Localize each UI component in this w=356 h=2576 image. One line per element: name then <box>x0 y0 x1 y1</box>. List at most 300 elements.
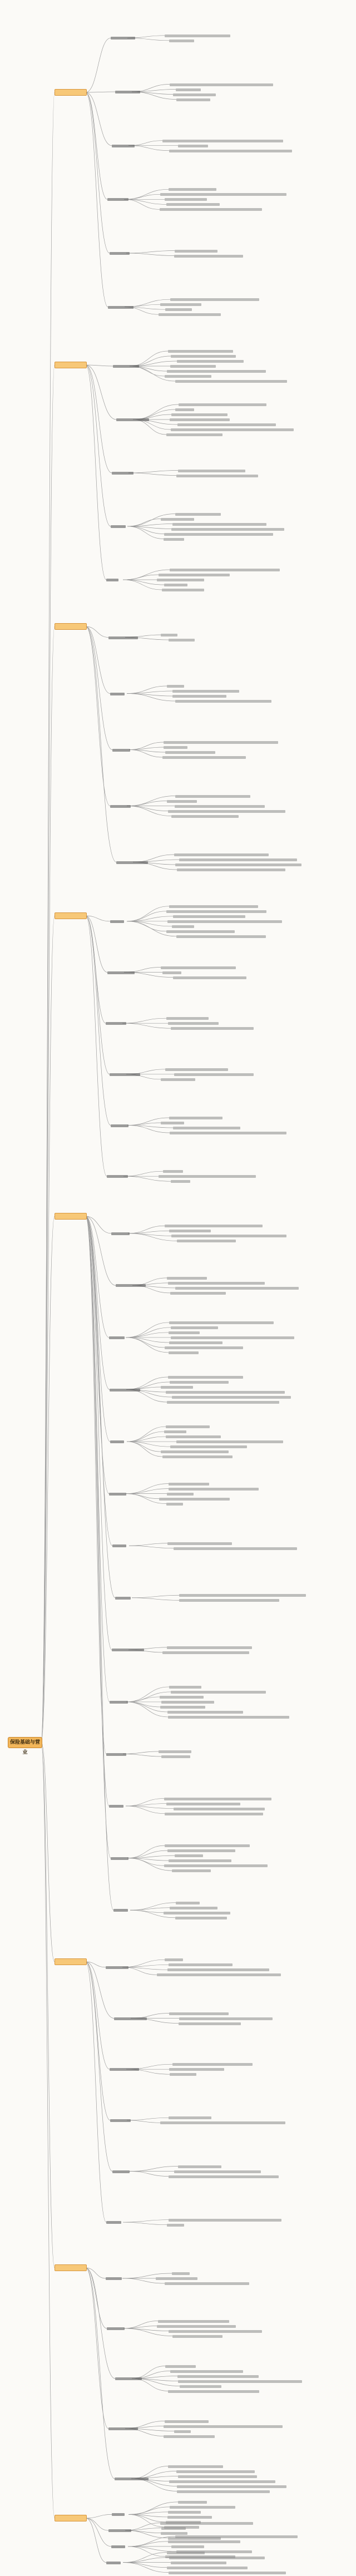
sub-leaf-link <box>128 1233 177 1241</box>
sub-leaf-link <box>132 1595 179 1598</box>
branch-node-4[interactable] <box>55 912 87 919</box>
branch-sub-link <box>86 1216 112 1546</box>
leaf-node[interactable] <box>164 746 187 749</box>
leaf-node[interactable] <box>172 1396 291 1399</box>
sub-leaf-link <box>130 366 175 381</box>
sub-node[interactable] <box>113 1909 128 1912</box>
leaf-node[interactable] <box>169 2572 286 2574</box>
leaf-node[interactable] <box>165 198 207 201</box>
leaf-node[interactable] <box>175 250 217 253</box>
branch-sub-link <box>86 1216 109 1806</box>
leaf-node[interactable] <box>165 2282 249 2285</box>
leaf-node[interactable] <box>159 313 221 316</box>
leaf-node[interactable] <box>169 1488 259 1491</box>
sub-node[interactable] <box>106 1966 128 1969</box>
leaf-node[interactable] <box>170 569 280 571</box>
leaf-node[interactable] <box>169 2175 279 2178</box>
leaf-node[interactable] <box>163 1170 183 1173</box>
leaf-node[interactable] <box>169 2557 265 2559</box>
leaf-node[interactable] <box>175 2535 298 2538</box>
leaf-node[interactable] <box>161 966 236 969</box>
sub-node[interactable] <box>112 472 134 475</box>
leaf-node[interactable] <box>167 1493 194 1496</box>
leaf-node[interactable] <box>170 1132 286 1134</box>
leaf-node[interactable] <box>167 2516 212 2519</box>
branch-node-3[interactable] <box>55 623 87 630</box>
sub-node[interactable] <box>110 693 125 695</box>
leaf-node[interactable] <box>179 1594 306 1597</box>
leaf-node[interactable] <box>173 1127 240 1129</box>
leaf-node[interactable] <box>168 1716 289 1719</box>
leaf-node[interactable] <box>172 2063 253 2066</box>
leaf-node[interactable] <box>166 1435 221 1438</box>
leaf-node[interactable] <box>176 475 258 477</box>
leaf-node[interactable] <box>168 2390 259 2393</box>
sub-leaf-link <box>127 921 166 931</box>
sub-node[interactable] <box>112 1649 144 1651</box>
sub-node[interactable] <box>110 1701 128 1704</box>
leaf-node[interactable] <box>167 1277 207 1280</box>
leaf-node[interactable] <box>168 350 233 353</box>
leaf-node[interactable] <box>176 88 201 91</box>
leaf-node[interactable] <box>175 805 265 808</box>
sub-node[interactable] <box>108 2529 131 2532</box>
leaf-node[interactable] <box>164 1912 230 1914</box>
leaf-node[interactable] <box>177 2490 270 2493</box>
sub-node[interactable] <box>110 920 124 923</box>
leaf-node[interactable] <box>178 145 208 147</box>
sub-leaf-link <box>127 921 172 926</box>
sub-node[interactable] <box>109 1805 123 1808</box>
leaf-node[interactable] <box>175 513 221 516</box>
leaf-node[interactable] <box>169 905 258 908</box>
leaf-node[interactable] <box>166 910 266 913</box>
leaf-node[interactable] <box>170 1292 226 1295</box>
leaf-node[interactable] <box>172 523 266 526</box>
branch-sub-link <box>86 1962 110 2120</box>
leaf-node[interactable] <box>174 255 243 258</box>
sub-node[interactable] <box>109 1493 126 1496</box>
sub-node[interactable] <box>109 1336 125 1339</box>
leaf-node[interactable] <box>179 2017 273 2020</box>
root-node[interactable]: 保险基础与营业 <box>8 1737 42 1748</box>
sub-node[interactable] <box>106 2221 121 2224</box>
leaf-node[interactable] <box>165 375 211 378</box>
leaf-node[interactable] <box>157 579 204 581</box>
sub-node[interactable] <box>110 2119 131 2122</box>
sub-node[interactable] <box>116 1284 146 1287</box>
leaf-node[interactable] <box>179 403 266 406</box>
leaf-node[interactable] <box>179 1599 279 1602</box>
leaf-node[interactable] <box>178 2475 257 2478</box>
leaf-node[interactable] <box>160 303 201 306</box>
leaf-node[interactable] <box>164 1864 268 1867</box>
leaf-node[interactable] <box>167 2552 205 2554</box>
sub-node[interactable] <box>112 2513 125 2516</box>
leaf-node[interactable] <box>164 538 184 541</box>
leaf-node[interactable] <box>171 1180 190 1183</box>
branch-node-7[interactable] <box>55 2264 87 2271</box>
leaf-node[interactable] <box>165 34 230 37</box>
leaf-node[interactable] <box>167 685 184 688</box>
leaf-node[interactable] <box>166 1803 240 1805</box>
leaf-node[interactable] <box>158 2320 229 2323</box>
leaf-node[interactable] <box>161 1122 184 1124</box>
branch-sub-link <box>86 626 116 862</box>
leaf-node[interactable] <box>173 93 216 96</box>
leaf-node[interactable] <box>175 1287 299 1290</box>
sub-node[interactable] <box>110 1440 124 1443</box>
sub-node[interactable] <box>110 2068 139 2071</box>
leaf-node[interactable] <box>170 1445 247 1448</box>
leaf-node[interactable] <box>171 1027 254 1030</box>
sub-node[interactable] <box>107 198 128 201</box>
sub-node[interactable] <box>115 2377 142 2380</box>
leaf-node[interactable] <box>169 2480 275 2483</box>
leaf-node[interactable] <box>172 690 239 693</box>
leaf-node[interactable] <box>164 533 273 536</box>
leaf-node[interactable] <box>171 2562 226 2564</box>
leaf-node[interactable] <box>167 1542 232 1545</box>
leaf-node[interactable] <box>170 2073 196 2076</box>
leaf-node[interactable] <box>168 1282 265 1285</box>
leaf-node[interactable] <box>157 1973 281 1976</box>
leaf-node[interactable] <box>171 815 239 818</box>
sub-node[interactable] <box>106 2277 122 2280</box>
leaf-node[interactable] <box>175 700 271 703</box>
leaf-node[interactable] <box>168 2511 201 2514</box>
leaf-node[interactable] <box>174 1808 265 1810</box>
root-branch-link <box>41 1742 55 1962</box>
leaf-node[interactable] <box>178 2501 207 2504</box>
leaf-node[interactable] <box>162 971 181 974</box>
leaf-node[interactable] <box>171 413 228 416</box>
sub-node[interactable] <box>111 1232 130 1235</box>
leaf-node[interactable] <box>165 1346 243 1349</box>
leaf-node[interactable] <box>169 2068 224 2071</box>
leaf-node[interactable] <box>160 1696 204 1699</box>
leaf-node[interactable] <box>167 1849 235 1852</box>
leaf-node[interactable] <box>176 935 266 938</box>
leaf-node[interactable] <box>170 298 259 301</box>
leaf-node[interactable] <box>161 1701 214 1704</box>
leaf-node[interactable] <box>161 1755 190 1758</box>
leaf-node[interactable] <box>169 1321 274 1324</box>
sub-leaf-link <box>123 1751 159 1754</box>
sub-leaf-link <box>122 1018 166 1023</box>
leaf-node[interactable] <box>164 741 278 744</box>
sub-node[interactable] <box>112 2170 130 2173</box>
leaf-node[interactable] <box>176 98 210 101</box>
leaf-node[interactable] <box>161 1450 229 1453</box>
leaf-node[interactable] <box>169 639 195 641</box>
leaf-node[interactable] <box>169 40 194 42</box>
sub-node[interactable] <box>108 306 134 309</box>
leaf-node[interactable] <box>174 1547 297 1550</box>
leaf-node[interactable] <box>167 1968 269 1971</box>
leaf-node[interactable] <box>159 1750 191 1753</box>
leaf-node[interactable] <box>165 1068 228 1071</box>
leaf-node[interactable] <box>174 853 269 856</box>
leaf-node[interactable] <box>177 2375 259 2378</box>
sub-node[interactable] <box>110 1073 140 1076</box>
leaf-node[interactable] <box>169 150 292 152</box>
leaf-node[interactable] <box>169 1483 209 1486</box>
sub-leaf-link <box>126 1484 169 1494</box>
leaf-node[interactable] <box>170 1381 229 1384</box>
sub-node[interactable] <box>108 636 138 639</box>
leaf-node[interactable] <box>165 308 192 311</box>
leaf-node[interactable] <box>164 1430 186 1433</box>
leaf-node[interactable] <box>177 1240 236 1242</box>
sub-leaf-link <box>127 519 161 527</box>
leaf-node[interactable] <box>168 810 285 813</box>
sub-node[interactable] <box>110 1389 140 1391</box>
sub-node[interactable] <box>111 525 126 528</box>
leaf-node[interactable] <box>169 2116 211 2119</box>
leaf-node[interactable] <box>177 423 276 426</box>
leaf-node[interactable] <box>166 203 220 206</box>
sub-node[interactable] <box>116 418 149 421</box>
sub-node[interactable] <box>113 365 139 368</box>
leaf-node[interactable] <box>165 751 215 754</box>
sub-node[interactable] <box>106 1753 126 1756</box>
root-branch-link <box>41 365 55 1742</box>
leaf-node[interactable] <box>175 1854 203 1857</box>
leaf-node[interactable] <box>162 756 246 759</box>
leaf-node[interactable] <box>165 1225 263 1227</box>
leaf-node[interactable] <box>169 2012 229 2015</box>
leaf-node[interactable] <box>161 2532 187 2535</box>
leaf-node[interactable] <box>175 1917 227 1919</box>
sub-node[interactable] <box>116 861 148 864</box>
sub-leaf-link <box>123 2553 167 2563</box>
branch-sub-link <box>86 92 107 199</box>
leaf-node[interactable] <box>169 1341 222 1344</box>
leaf-node[interactable] <box>167 800 197 803</box>
leaf-node[interactable] <box>170 2506 235 2509</box>
leaf-node[interactable] <box>162 140 283 142</box>
sub-leaf-link <box>130 1903 176 1911</box>
leaf-node[interactable] <box>167 1711 243 1714</box>
sub-leaf-link <box>126 1702 168 1717</box>
leaf-node[interactable] <box>175 863 301 866</box>
leaf-node[interactable] <box>177 868 285 871</box>
sub-node[interactable] <box>112 749 130 752</box>
leaf-node[interactable] <box>171 355 236 358</box>
leaf-node[interactable] <box>169 1230 211 1232</box>
root-branch-link <box>41 92 55 1742</box>
leaf-node[interactable] <box>166 1391 285 1394</box>
leaf-node[interactable] <box>174 2430 191 2433</box>
leaf-node[interactable] <box>171 1326 218 1329</box>
leaf-node[interactable] <box>171 528 284 531</box>
sub-leaf-link <box>123 580 162 590</box>
leaf-node[interactable] <box>160 2522 253 2525</box>
leaf-node[interactable] <box>166 1017 209 1020</box>
leaf-node[interactable] <box>164 1798 271 1800</box>
branch-node-6[interactable] <box>55 1958 87 1965</box>
leaf-node[interactable] <box>167 2567 248 2569</box>
leaf-node[interactable] <box>169 188 216 191</box>
leaf-node[interactable] <box>168 1022 219 1025</box>
leaf-node[interactable] <box>168 2465 223 2468</box>
leaf-node[interactable] <box>164 584 187 586</box>
leaf-node[interactable] <box>156 2277 197 2280</box>
sub-node[interactable] <box>111 1857 128 1860</box>
leaf-node[interactable] <box>171 428 294 431</box>
leaf-node[interactable] <box>173 976 246 979</box>
sub-node[interactable] <box>114 2017 147 2020</box>
leaf-node[interactable] <box>179 858 297 861</box>
leaf-node[interactable] <box>157 2325 236 2328</box>
leaf-node[interactable] <box>179 2022 241 2025</box>
leaf-node[interactable] <box>168 1376 243 1379</box>
sub-node[interactable] <box>111 37 135 40</box>
leaf-node[interactable] <box>172 2272 190 2275</box>
sub-leaf-link <box>126 1333 169 1338</box>
leaf-node[interactable] <box>171 1691 266 1694</box>
sub-node[interactable] <box>108 2427 138 2430</box>
leaf-node[interactable] <box>160 1706 205 1709</box>
leaf-node[interactable] <box>176 1440 283 1443</box>
root-branch-link <box>41 1216 55 1742</box>
leaf-node[interactable] <box>177 360 244 363</box>
sub-node[interactable] <box>110 252 130 255</box>
sub-node[interactable] <box>111 1124 128 1127</box>
sub-node[interactable] <box>106 579 118 581</box>
leaf-node[interactable] <box>160 208 262 211</box>
branch-sub-link <box>86 916 110 1074</box>
branch-sub-link <box>86 38 111 92</box>
leaf-node[interactable] <box>164 2435 215 2438</box>
sub-leaf-link <box>123 2328 172 2336</box>
leaf-node[interactable] <box>166 930 235 933</box>
sub-node[interactable] <box>115 91 140 93</box>
leaf-node[interactable] <box>160 193 286 196</box>
leaf-node[interactable] <box>169 1963 233 1966</box>
leaf-node[interactable] <box>178 2165 221 2168</box>
sub-leaf-link <box>124 199 166 204</box>
leaf-node[interactable] <box>169 1686 201 1689</box>
leaf-node[interactable] <box>174 1073 254 1076</box>
leaf-node[interactable] <box>159 1498 230 1501</box>
leaf-node[interactable] <box>161 1386 193 1389</box>
leaf-node[interactable] <box>165 1813 263 1815</box>
leaf-node[interactable] <box>172 925 194 928</box>
leaf-node[interactable] <box>178 2380 302 2383</box>
sub-node[interactable] <box>107 1175 128 1178</box>
leaf-node[interactable] <box>161 1078 195 1081</box>
leaf-node[interactable] <box>166 1425 210 1428</box>
sub-node[interactable] <box>115 2478 149 2480</box>
leaf-node[interactable] <box>165 2365 196 2368</box>
leaf-node[interactable] <box>162 1651 249 1654</box>
leaf-node[interactable] <box>169 2219 281 2222</box>
leaf-node[interactable] <box>165 2420 209 2423</box>
sub-node[interactable] <box>115 1597 131 1600</box>
leaf-node[interactable] <box>169 1351 199 1354</box>
leaf-node[interactable] <box>159 1175 256 1178</box>
leaf-node[interactable] <box>167 370 266 373</box>
sub-node[interactable] <box>106 2562 121 2564</box>
sub-leaf-link <box>123 2563 167 2568</box>
leaf-node[interactable] <box>174 2170 261 2173</box>
leaf-node[interactable] <box>173 915 245 918</box>
leaf-node[interactable] <box>169 1331 200 1334</box>
leaf-node[interactable] <box>169 2330 262 2333</box>
leaf-node[interactable] <box>172 1869 211 1872</box>
leaf-node[interactable] <box>167 920 282 923</box>
leaf-node[interactable] <box>170 365 216 368</box>
leaf-node[interactable] <box>161 2527 186 2530</box>
leaf-node[interactable] <box>176 1902 200 1904</box>
sub-leaf-link <box>126 1390 167 1403</box>
leaf-node[interactable] <box>171 1336 294 1339</box>
sub-leaf-link <box>129 2167 178 2172</box>
leaf-node[interactable] <box>172 2335 222 2338</box>
leaf-node[interactable] <box>170 1907 217 1909</box>
leaf-node[interactable] <box>177 2485 286 2488</box>
sub-node[interactable] <box>106 1022 126 1025</box>
branch-node-8[interactable] <box>55 2515 87 2521</box>
leaf-node[interactable] <box>167 2224 184 2227</box>
sub-node[interactable] <box>112 1544 126 1547</box>
sub-node[interactable] <box>110 805 131 808</box>
sub-node[interactable] <box>107 971 135 974</box>
leaf-node[interactable] <box>169 1117 222 1119</box>
branch-sub-link <box>86 92 112 146</box>
leaf-node[interactable] <box>161 518 194 521</box>
leaf-node[interactable] <box>159 574 230 576</box>
sub-node[interactable] <box>111 2545 125 2548</box>
leaf-node[interactable] <box>171 2545 204 2548</box>
branch-node-2[interactable] <box>55 362 87 368</box>
leaf-node[interactable] <box>166 433 222 436</box>
leaf-node[interactable] <box>165 1958 183 1961</box>
leaf-node[interactable] <box>168 2540 240 2543</box>
leaf-node[interactable] <box>167 1646 252 1649</box>
leaf-node[interactable] <box>175 408 194 411</box>
branch-node-5[interactable] <box>55 1213 87 1220</box>
leaf-node[interactable] <box>171 1235 286 1237</box>
leaf-node[interactable] <box>176 2470 255 2473</box>
branch-sub-link <box>86 2518 106 2563</box>
leaf-node[interactable] <box>160 2121 285 2124</box>
leaf-node[interactable] <box>170 83 273 86</box>
leaf-node[interactable] <box>162 1455 233 1458</box>
leaf-node[interactable] <box>175 795 250 798</box>
leaf-node[interactable] <box>161 634 177 636</box>
leaf-node[interactable] <box>180 2385 221 2388</box>
leaf-node[interactable] <box>170 418 230 421</box>
sub-node[interactable] <box>107 2327 125 2330</box>
leaf-node[interactable] <box>167 1401 279 1404</box>
leaf-node[interactable] <box>162 589 204 591</box>
leaf-node[interactable] <box>169 1859 231 1862</box>
branch-node-1[interactable] <box>55 89 87 96</box>
branch-sub-link <box>86 92 108 307</box>
leaf-node[interactable] <box>166 1503 183 1506</box>
branch-sub-link <box>86 365 111 526</box>
leaf-node[interactable] <box>170 2370 243 2373</box>
leaf-node[interactable] <box>175 380 287 383</box>
leaf-node[interactable] <box>178 470 245 472</box>
sub-node[interactable] <box>112 145 135 147</box>
leaf-node[interactable] <box>172 695 226 698</box>
leaf-node[interactable] <box>165 1844 250 1847</box>
leaf-node[interactable] <box>164 2425 283 2428</box>
